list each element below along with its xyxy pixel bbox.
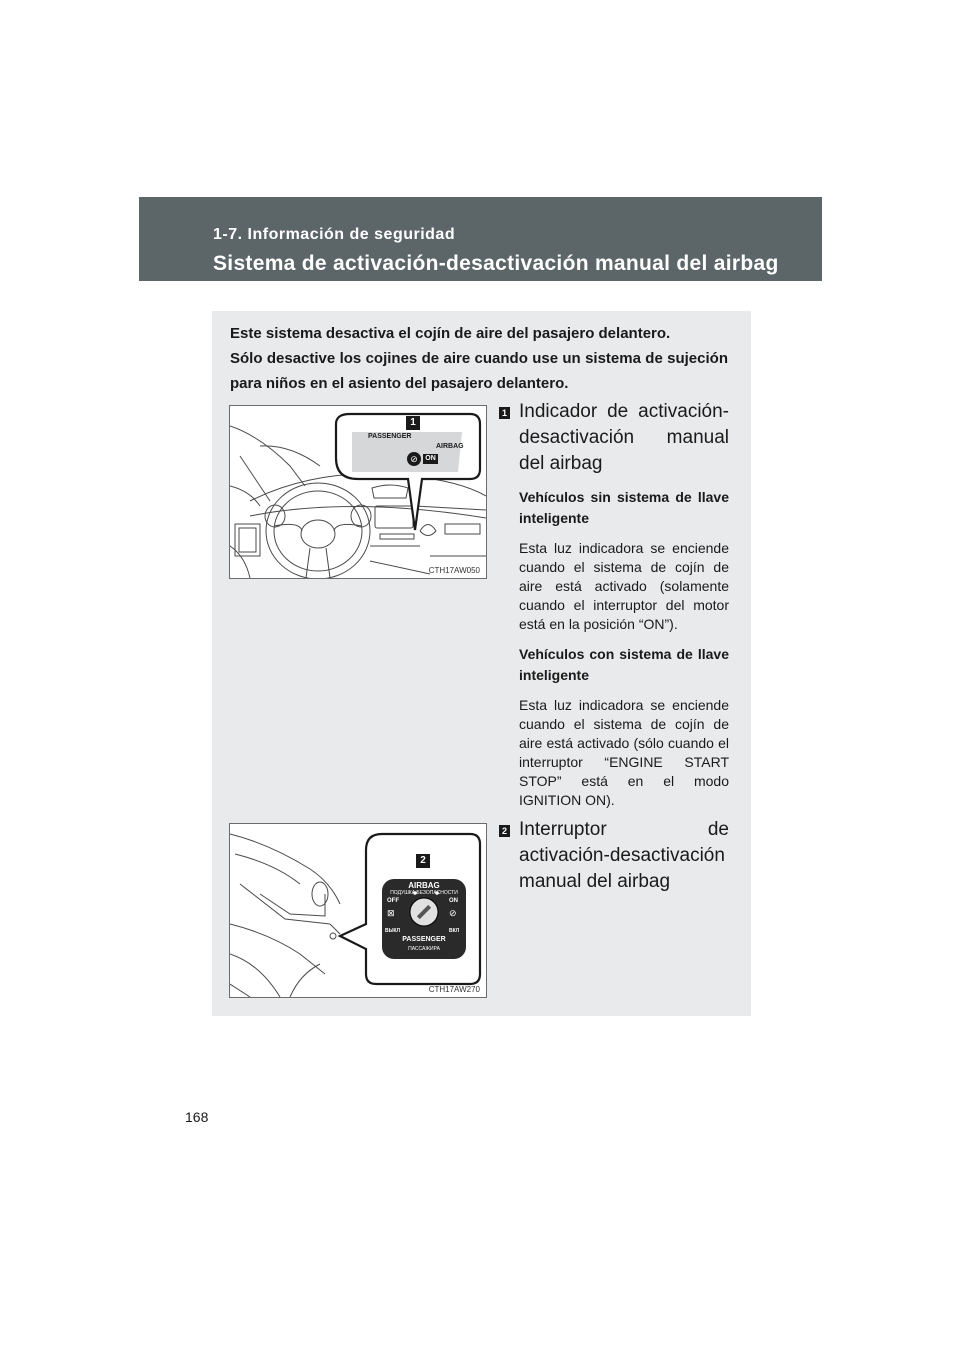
airbag-label: AIRBAG [436,443,464,450]
intro-line-2: Sólo desactive los cojines de aire cuando use un sistema de sujeción para niños en el asiento del pasajero delantero. [230,350,728,392]
callout-number: 1 [410,417,416,428]
switch-callout [340,834,480,984]
child-seat-icon: ⊠ [387,908,395,918]
switch-airbag-ru-label: ПОДУШКА БЕЗОПАСНОСТИ [390,890,458,896]
dashboard-drawing [230,406,486,578]
switch-illustration [229,823,487,998]
item-number-badge: 2 [499,825,510,837]
switch-airbag-label: AIRBAG [408,881,440,890]
switch-passenger-ru-label: ПАССАЖИРА [408,946,440,952]
subsection-body: Esta luz indicadora se enciende cuando el sistema de cojín de aire está activado (solamente cuando el interruptor del motor está en la posición “ON”). [519,540,729,632]
page-number: 168 [185,1109,209,1125]
glovebox-drawing [230,824,486,997]
item-title: Indicador de activación-desactivación manual del airbag [519,401,729,474]
item-number-badge: 1 [499,407,510,419]
switch-on-ru-label: ВКЛ [449,928,460,934]
switch-off-label: OFF [387,898,399,904]
dashboard-illustration [229,405,487,579]
figure-code: CTH17AW270 [428,985,480,994]
subsection-body: Esta luz indicadora se enciende cuando el sistema de cojín de aire está activado (sólo cuando el interruptor “ENGINE START STOP” está en el modo IGNITION ON). [519,697,729,808]
switch-off-ru-label: ВЫКЛ [385,928,401,934]
intro-text [230,321,728,396]
page-header [139,197,822,281]
item-title: Interruptor de activación-desactivación manual del airbag [519,819,729,892]
item-indicator [499,399,729,810]
subsection-heading: Vehículos sin sistema de llave inteligente [519,489,729,526]
callout-number: 2 [420,855,426,866]
page-title: Sistema de activación-desactivación manual del airbag [213,252,779,275]
passenger-label: PASSENGER [368,433,412,440]
item-switch [499,817,729,895]
on-indicator-label: ON [423,454,438,464]
switch-on-label: ON [449,898,458,904]
subsection-heading: Vehículos con sistema de llave inteligente [519,646,729,683]
figure-code: CTH17AW050 [428,566,480,575]
intro-line-1: Este sistema desactiva el cojín de aire del pasajero delantero. [230,325,671,342]
airbag-off-icon: ⊘ [449,908,457,918]
content-panel [212,311,751,1016]
switch-passenger-label: PASSENGER [402,936,446,943]
airbag-off-icon: ⊘ [407,452,421,466]
section-label: 1-7. Información de seguridad [213,226,456,243]
